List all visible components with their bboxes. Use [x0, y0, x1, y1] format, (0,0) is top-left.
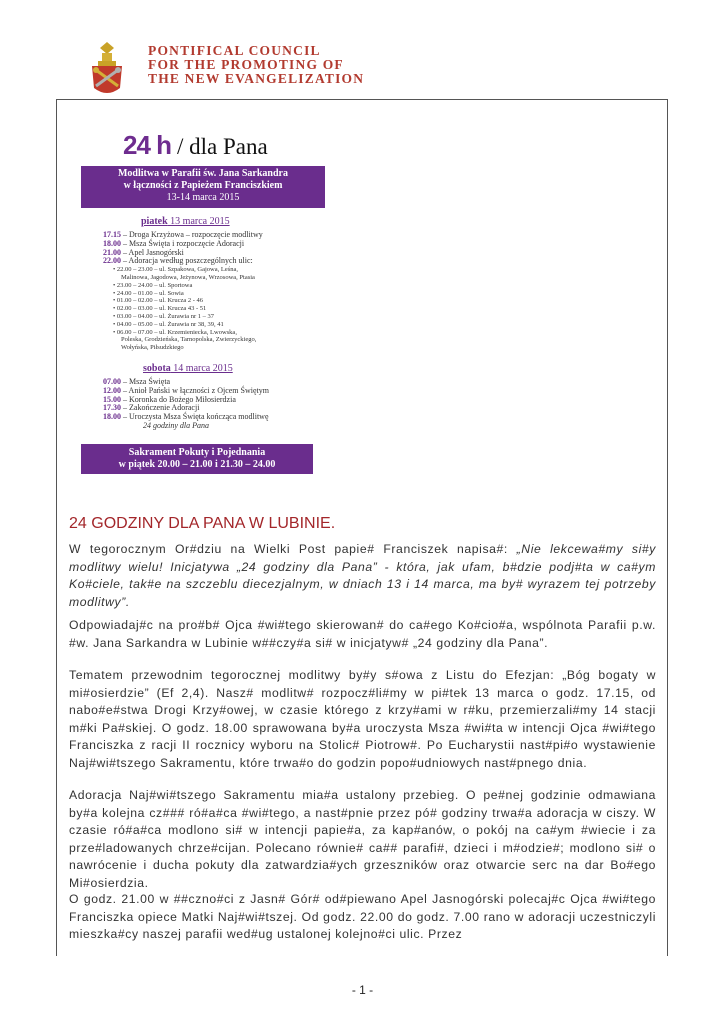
street-row: • 22.00 – 23.00 – ul. Szpakowa, Gajowa, Leśna, — [113, 266, 239, 274]
day-friday — [141, 216, 230, 227]
schedule-row: 15.00 – Koronka do Bożego Miłosierdzia — [103, 394, 236, 404]
schedule-friday — [103, 231, 263, 352]
paragraph-1-quote: „Nie lekcewa#my si#y modlitwy wielu! Inicjatywa „24 godziny dla Pana” - która, jak ufam, b#dzie podj#ta w ca#ym Ko#ciele, tak#e na szczeblu diecezjalnym, w dniach 13 i 14 marca, ma by# wyrazem tej potrzeby modlitwy”. — [69, 542, 656, 609]
schedule-row: 22.00 – Adoracja według poszczególnych ulic: — [103, 256, 253, 266]
papal-crest-icon — [82, 40, 132, 98]
org-line-3: THE NEW EVANGELIZATION — [148, 71, 365, 86]
event-poster — [81, 122, 326, 474]
schedule-row: 12.00 – Anioł Pański w łączności z Ojcem Świętym — [103, 385, 269, 395]
confession-line-1: Sakrament Pokuty i Pojednania — [128, 447, 266, 458]
org-line-1: PONTIFICAL COUNCIL — [148, 43, 321, 58]
poster-dla-pana: / dla Pana — [177, 134, 268, 159]
schedule-row: 17.15 – Droga Krzyżowa – rozpoczęcie modlitwy — [103, 230, 263, 239]
banner-line-2: w łączności z Papieżem Franciszkiem — [123, 180, 283, 191]
page-number: - 1 - — [351, 983, 374, 997]
banner-line-1: Modlitwa w Parafii św. Jana Sarkandra — [117, 168, 288, 179]
street-row: • 04.00 – 05.00 – ul. Żurawia nr 38, 39, 41 — [113, 320, 224, 328]
schedule-row: 07.00 – Msza Święta — [103, 377, 171, 386]
street-row: • 24.00 – 01.00 – ul. Sowia — [113, 289, 184, 297]
org-line-2: FOR THE PROMOTING OF — [148, 57, 344, 72]
paragraph-3: Tematem przewodnim tegorocznej modlitwy by#y s#owa z Listu do Efezjan: „Bóg bogaty w mi#osierdzie” (Ef 2,4). Nasz# modlitw# rozpocz#li#my w pi#tek 13 marca o godz. 17.15, od nabo#e#stwa Drogi Krzy#owej, w czasie którego z krzy#ami w r#ku, przemierzali#my 14 stacji m#ki Pa#skiej. O godz. 18.00 sprawowana by#a uroczysta Msza #wi#ta w intencji Ojca #wi#tego Franciszka z racji II rocznicy wyboru na Stolic# Piotrow#. Po Eucharystii nast#pi#o wystawienie Naj#wi#tszego Sakramentu, które trwa#o do godzin popo#udniowych nast#pnego dnia. — [69, 668, 656, 770]
street-row: • 02.00 – 03.00 – ul. Krucza 43 - 51 — [113, 305, 207, 313]
street-row: Wołyńska, Piłsudzkiego — [121, 344, 184, 352]
day-saturday — [143, 363, 233, 374]
schedule-saturday — [103, 378, 269, 431]
org-name — [148, 44, 364, 86]
schedule-row: 17.30 – Zakończenie Adoracji — [103, 403, 200, 413]
paragraph-2: Odpowiadaj#c na pro#b# Ojca #wi#tego skierowan# do ca#ego Ko#cio#a, wspólnota Parafii p.w. #w. Jana Sarkandra w Lubinie w##czy#a si# w inicjatyw# „24 godziny dla Pana”. — [69, 618, 656, 650]
schedule-row: 18.00 – Msza Święta i rozpoczęcie Adoracji — [103, 238, 245, 248]
street-row: • 01.00 – 02.00 – ul. Krucza 2 - 46 — [113, 297, 204, 305]
banner-line-3: 13-14 marca 2015 — [166, 192, 240, 203]
poster-confession-banner — [81, 444, 313, 474]
street-row: • 06.00 – 07.00 – ul. Krzemieniecka, Lwowska, — [113, 328, 237, 336]
poster-24h: 24 h — [123, 130, 172, 160]
schedule-tail: 24 godziny dla Pana — [143, 420, 209, 430]
paragraph-4: Adoracja Naj#wi#tszego Sakramentu mia#a ustalony przebieg. O pe#nej godzinie odmawiana by#a kolejna cz### ró#a#ca #wi#tego, a nast#pnie przez pó# godziny trwa#a adoracja w ciszy. W czasie ró#a#ca modlono si# w intencji papie#a, za kap#anów, o pokój na ca#ym #wiecie i za prze#ladowanych chrze#cijan. Polecano równie# ca## parafi#, dzieci i m#odzie#; modlono si# o nawrócenie i ducha pokuty dla zatwardzia#ych grzeszników oraz otwarcie serc na dar Bo#ego Mi#osierdzia. — [69, 788, 656, 890]
street-row: • 03.00 – 04.00 – ul. Żurawia nr 1 – 37 — [113, 312, 215, 320]
paragraph-1-intro: W tegorocznym Or#dziu na Wielki Post papie# Franciszek napisa#: — [69, 542, 517, 556]
day-saturday-label: sobota — [143, 363, 171, 374]
poster-title — [123, 130, 268, 161]
paragraph-1 — [69, 541, 656, 611]
street-row: Poleska, Grodzieńska, Tarnopolska, Zwierzyckiego, — [121, 336, 257, 344]
schedule-row: 18.00 – Uroczysta Msza Święta kończąca modlitwę — [103, 412, 269, 422]
schedule-row: 21.00 – Apel Jasnogórski — [103, 247, 184, 257]
confession-line-2: w piątek 20.00 – 21.00 i 21.30 – 24.00 — [118, 459, 276, 470]
day-saturday-date: 14 marca 2015 — [170, 363, 233, 374]
day-friday-date: 13 marca 2015 — [167, 216, 230, 227]
street-row: • 23.00 – 24.00 – ul. Sportowa — [113, 281, 193, 289]
street-row: Malinowa, Jagodowa, Jeżynowa, Wrzosowa, Ptasia — [121, 273, 255, 281]
letterhead — [82, 40, 382, 100]
poster-banner — [81, 166, 325, 208]
day-friday-label: piatek — [141, 216, 168, 227]
article-title: 24 GODZINY DLA PANA W LUBINIE. — [69, 515, 336, 532]
paragraph-5: O godz. 21.00 w ##czno#ci z Jasn# Gór# od#piewano Apel Jasnogórski polecaj#c Ojca #wi#tego Franciszka opiece Matki Naj#wi#tszej. Od godz. 22.00 do godz. 7.00 rano w adoracji uczestniczyli mieszka#cy naszej parafii wed#ug ustalonej kolejno#ci ulic. Przez — [69, 892, 656, 942]
